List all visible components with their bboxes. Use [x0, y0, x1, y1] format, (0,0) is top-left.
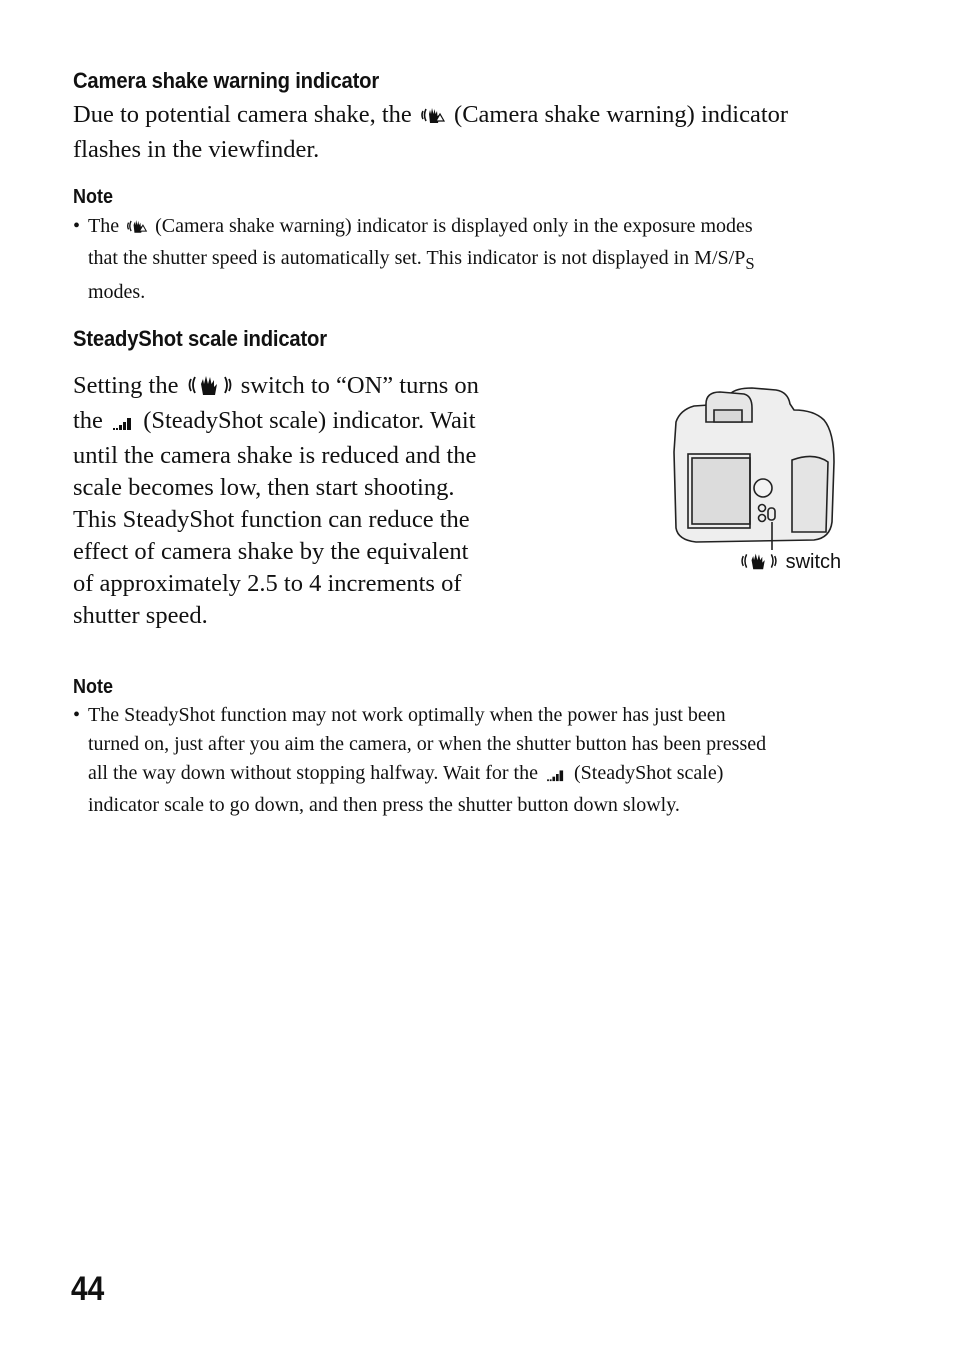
steadyshot-paragraph [73, 370, 513, 632]
text: indicator scale to go down, and then press the shutter button down slowly. [88, 794, 680, 816]
camera-shake-warning-icon [420, 102, 446, 134]
text: turned on, just after you aim the camera, or when the shutter button has been pressed [88, 733, 767, 755]
steadyshot-scale-icon [545, 762, 567, 791]
text: (Camera shake warning) indicator is displayed only in the exposure modes [155, 215, 753, 237]
bullet: • [73, 215, 81, 237]
text: (Camera shake warning) indicator [454, 101, 789, 128]
note-heading: Note [73, 186, 114, 208]
camera-shake-heading: Camera shake warning indicator [73, 68, 380, 93]
text: the [73, 407, 103, 434]
text: modes. [88, 281, 146, 303]
steadyshot-scale-icon [111, 408, 135, 440]
steadyshot-heading: SteadyShot scale indicator [73, 326, 327, 351]
text: switch to “ON” turns on [240, 372, 479, 399]
text: Setting the [73, 372, 179, 399]
text-line: This SteadyShot function can reduce the [73, 506, 470, 533]
text-line: scale becomes low, then start shooting. [73, 474, 455, 501]
note-1-item [73, 212, 853, 307]
text: all the way down without stopping halfway. Wait for the [88, 762, 538, 784]
bullet: • [73, 704, 81, 726]
switch-caption [738, 551, 841, 577]
text-line: effect of camera shake by the equivalent [73, 538, 469, 565]
note-heading: Note [73, 676, 114, 698]
camera-shake-paragraph [73, 99, 788, 166]
camera-shake-warning-icon [126, 215, 148, 244]
text: The SteadyShot function may not work optimally when the power has just been [88, 704, 726, 726]
text: that the shutter speed is automatically set. This indicator is not displayed in M/S/P [88, 247, 746, 269]
text: (SteadyShot scale) indicator. Wait [143, 407, 476, 434]
text-line: shutter speed. [73, 602, 208, 629]
text: flashes in the viewfinder. [73, 136, 320, 163]
text-line: until the camera shake is reduced and the [73, 442, 477, 469]
caption-text: switch [785, 551, 842, 573]
text-line: of approximately 2.5 to 4 increments of [73, 570, 462, 597]
text: The [88, 215, 120, 237]
page-number: 44 [71, 1270, 105, 1308]
steadyshot-switch-icon [740, 551, 778, 577]
camera-back-illustration [664, 382, 844, 552]
steadyshot-switch-icon [187, 373, 233, 405]
text: Due to potential camera shake, the [73, 101, 412, 128]
text: (SteadyShot scale) [573, 762, 724, 784]
note-2-item [73, 701, 863, 820]
subscript: S [745, 254, 755, 273]
